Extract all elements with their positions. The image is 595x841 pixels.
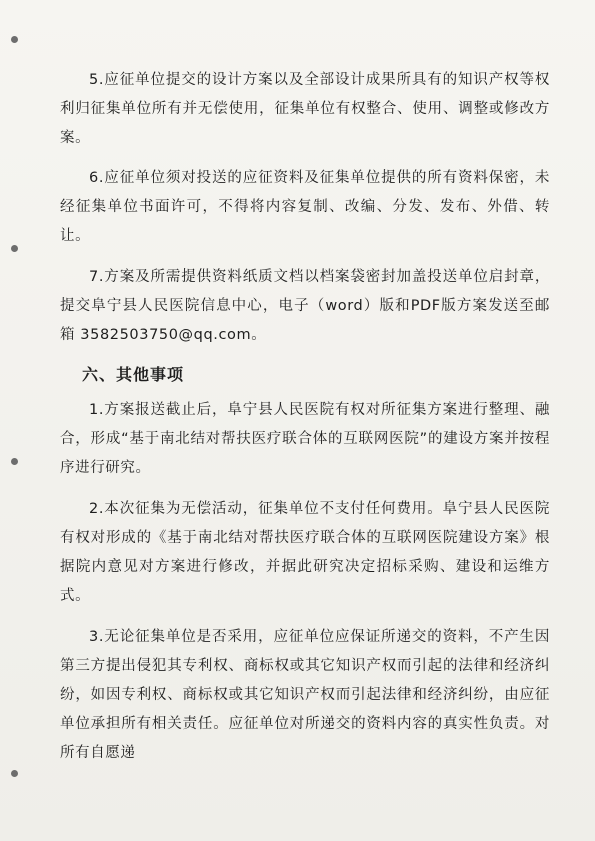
paragraph-item-6: 6.应征单位须对投送的应征资料及征集单位提供的所有资料保密，未经征集单位书面许可，不得将内容复制、改编、分发、发布、外借、转让。: [60, 170, 550, 244]
paragraph-item-7: 7.方案及所需提供资料纸质文档以档案袋密封加盖投送单位启封章，提交阜宁县人民医院信息中心，电子（word）版和PDF版方案发送至邮箱 3582503750@qq.com。: [60, 269, 550, 343]
paragraph-other-3: 3.无论征集单位是否采用，应征单位应保证所递交的资料，不产生因第三方提出侵犯其专利权、商标权或其它知识产权而引起的法律和经济纠纷，如因专利权、商标权或其它知识产权而引起法律和经济纠纷，由应征单位承担所有相关责任。应征单位对所递交的资料内容的真实性负责。对所有自愿递: [60, 629, 550, 761]
document-body: [60, 66, 550, 768]
paragraph-other-1: 1.方案报送截止后，阜宁县人民医院有权对所征集方案进行整理、融合，形成“基于南北结对帮扶医疗联合体的互联网医院”的建设方案并按程序进行研究。: [60, 402, 550, 476]
binding-hole: [11, 245, 18, 252]
binding-hole: [11, 36, 18, 43]
section-heading: 六、其他事项: [82, 365, 185, 384]
paragraph-item-5: 5.应征单位提交的设计方案以及全部设计成果所具有的知识产权等权利归征集单位所有并无偿使用，征集单位有权整合、使用、调整或修改方案。: [60, 72, 550, 146]
binding-hole: [11, 458, 18, 465]
binding-hole: [11, 770, 18, 777]
paragraph-other-2: 2.本次征集为无偿活动，征集单位不支付任何费用。阜宁县人民医院有权对形成的《基于南北结对帮扶医疗联合体的互联网医院建设方案》根据院内意见对方案进行修改，并据此研究决定招标采购、建设和运维方式。: [60, 501, 550, 604]
